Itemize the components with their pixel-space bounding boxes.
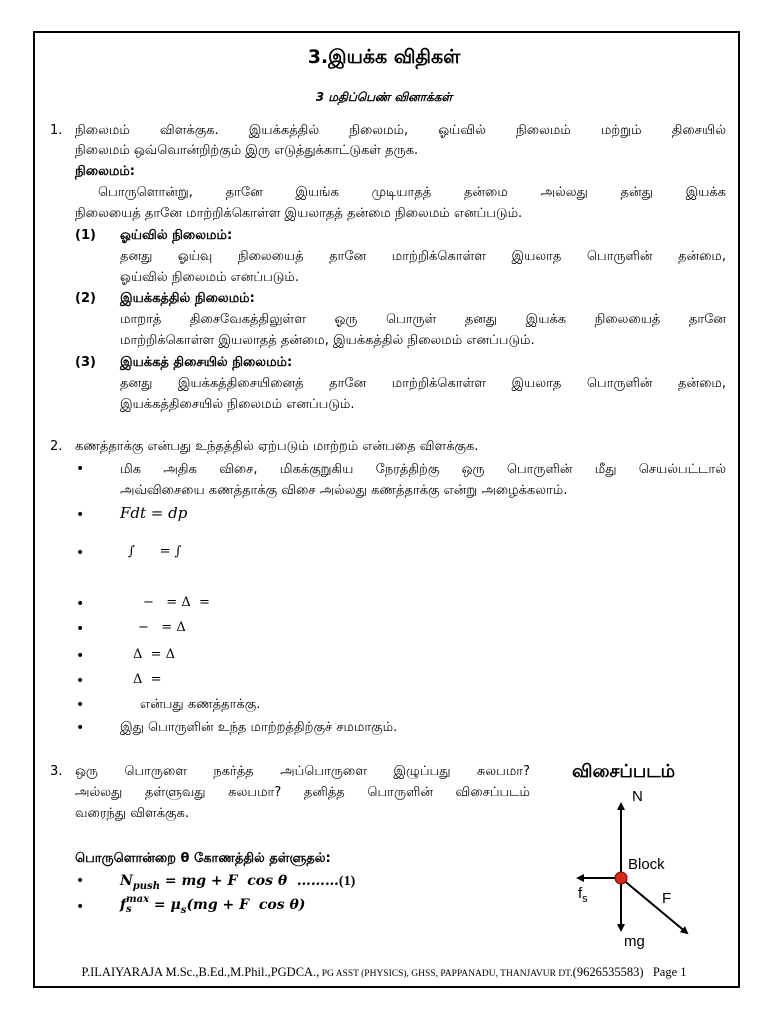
- question-text-line: கணத்தாக்கு என்பது உந்தத்தில் ஏற்படும் மாற்றம் என்பதை விளக்குக.: [75, 439, 479, 454]
- section-heading: நிலைமம்:: [75, 164, 135, 179]
- definition-line: நிலையைத் தானே மாற்றிக்கொள்ள இயலாதத் தன்மை நிலைமம் எனப்படும்.: [75, 206, 523, 221]
- item-text-line: மாற்றிக்கொள்ள இயலாதத் தன்மை, இயக்கத்தில் நிலைமம் எனப்படும்.: [120, 333, 535, 348]
- page-footer: [0, 965, 768, 980]
- bullet-icon: •: [76, 461, 85, 477]
- bullet-icon: •: [76, 673, 85, 689]
- equation: Fdt = dp: [120, 504, 188, 522]
- bullet-icon: •: [76, 596, 85, 612]
- item-text-line: இயக்கத்திசையில் நிலைமம் எனப்படும்.: [120, 397, 355, 412]
- item-heading: இயக்கத்தில் நிலைமம்:: [120, 291, 255, 306]
- footer-page-number: Page 1: [652, 965, 687, 979]
- question-text-line: நிலைமம் ஒவ்வொன்றிற்கும் இரு எடுத்துக்காட்டுகள் தருக.: [75, 143, 419, 158]
- footer-phone: (9626535583): [572, 965, 644, 979]
- page-subtitle: 3 மதிப்பெண் வினாக்கள்: [315, 90, 453, 104]
- label-normal-force: N: [632, 788, 643, 805]
- item-heading: ஓய்வில் நிலைமம்:: [120, 228, 233, 243]
- label-weight: mg: [624, 933, 645, 950]
- equation: Δ = Δ: [133, 647, 176, 662]
- bullet-icon: •: [76, 545, 85, 561]
- bullet-text: அவ்விசையை கணத்தாக்கு விசை அல்லது கணத்தாக்கு என்று அழைக்கலாம்.: [120, 483, 568, 498]
- question-number: 2.: [50, 439, 63, 454]
- label-friction: $f_s$: [578, 885, 588, 905]
- footer-author: P.ILAIYARAJA M.Sc.,B.Ed.,M.Phil.,PGDCA.,: [81, 965, 320, 979]
- definition-line: பொருளொன்று, தானே இயங்க முடியாதத் தன்மை அல்லது தன்து இயக்க: [98, 185, 726, 200]
- item-number: (2): [75, 291, 96, 306]
- item-heading: இயக்கத் திசையில் நிலைமம்:: [120, 355, 293, 370]
- equation: Δ =: [133, 672, 162, 687]
- item-text-line: மாறாத் திசைவேகத்திலுள்ள ஓரு பொருள் தனது இயக்க நிலையைத் தானே: [120, 312, 726, 327]
- diagram-title: விசைப்படம்: [572, 761, 676, 782]
- bullet-icon: •: [76, 873, 85, 889]
- block-dot: [615, 872, 627, 884]
- bullet-icon: •: [76, 507, 85, 523]
- question-text-line: ஒரு பொருளை நகர்த்த அப்பொருளை இழுப்பது சுலபமா?: [75, 764, 530, 779]
- item-text-line: ஓய்வில் நிலைமம் எனப்படும்.: [120, 270, 299, 285]
- equation: ∫ = ∫: [128, 544, 182, 559]
- bullet-icon: •: [76, 648, 85, 664]
- item-number: (1): [75, 228, 96, 243]
- label-block: Block: [628, 856, 665, 873]
- bullet-text: இது பொருளின் உந்த மாற்றத்திற்குச் சமமாகும்.: [120, 720, 398, 735]
- bullet-icon: •: [76, 697, 85, 713]
- label-applied-force: F: [662, 890, 672, 907]
- bullet-icon: •: [76, 720, 85, 736]
- bullet-icon: •: [76, 621, 85, 637]
- bullet-text: என்பது கணத்தாக்கு.: [140, 697, 261, 712]
- item-text-line: தனது இயக்கத்திசையினைத் தானே மாற்றிக்கொள்ள இயலாத பொருளின் தன்மை,: [120, 376, 726, 391]
- equation: f max s = $\mu_s(mg + F$ cos θ): [120, 893, 306, 917]
- item-text-line: தனது ஓய்வு நிலையைத் தானே மாற்றிக்கொள்ள இயலாத பொருளின் தன்மை,: [120, 249, 726, 264]
- item-number: (3): [75, 355, 96, 370]
- question-text-line: நிலைமம் விளக்குக. இயக்கத்தில் நிலைமம், ஓய்வில் நிலைமம் மற்றும் திசையில்: [75, 123, 726, 138]
- equation: − = Δ: [138, 620, 186, 635]
- applied-force-arrow: [621, 878, 687, 933]
- bullet-icon: •: [76, 899, 85, 915]
- question-number: 3.: [50, 764, 63, 779]
- section-heading: பொருளொன்றை θ கோணத்தில் தள்ளுதல்:: [75, 851, 331, 866]
- bullet-text: மிக அதிக விசை, மிகக்குறுகிய நேரத்திற்கு ஒரு பொருளின் மீது செயல்பட்டால்: [120, 462, 726, 477]
- footer-school: PG ASST (PHYSICS), GHSS, PAPPANADU, THANJAVUR DT.: [319, 969, 573, 979]
- page-title: 3.இயக்க விதிகள்: [307, 46, 461, 68]
- equation: − = Δ =: [143, 595, 210, 610]
- equation: $N_{push}$ = mg + F cos θ ………(1): [120, 873, 356, 893]
- question-number: 1.: [50, 123, 63, 138]
- question-text-line: அல்லது தள்ளுவது சுலபமா? தனித்த பொருளின் விசைப்படம்: [75, 785, 530, 800]
- question-text-line: வரைந்து விளக்குக.: [75, 806, 189, 821]
